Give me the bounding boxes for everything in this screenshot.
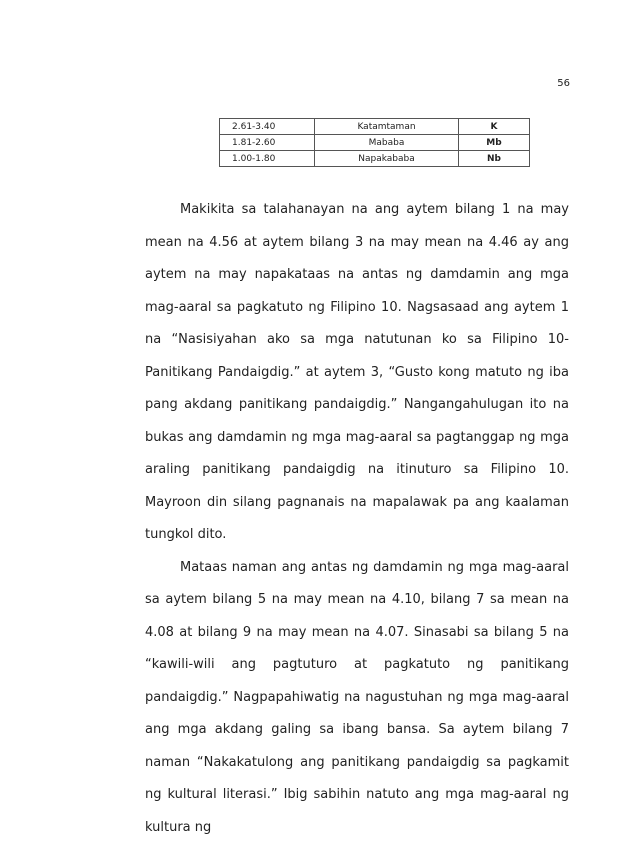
table-row xyxy=(220,119,530,135)
page-number: 56 xyxy=(540,78,570,89)
table-row xyxy=(220,151,530,167)
range-cell: 1.00-1.80 xyxy=(220,151,315,167)
range-cell: 2.61-3.40 xyxy=(220,119,315,135)
scale-table xyxy=(219,118,530,167)
description-cell: Mababa xyxy=(315,135,459,151)
code-cell: K xyxy=(459,119,530,135)
code-cell: Nb xyxy=(459,151,530,167)
description-cell: Napakababa xyxy=(315,151,459,167)
body-text xyxy=(145,194,569,844)
code-cell: Mb xyxy=(459,135,530,151)
range-cell: 1.81-2.60 xyxy=(220,135,315,151)
table-row xyxy=(220,135,530,151)
description-cell: Katamtaman xyxy=(315,119,459,135)
paragraph: Makikita sa talahanayan na ang aytem bilang 1 na may mean na 4.56 at aytem bilang 3 na may mean na 4.46 ay ang aytem na may napakataas na antas ng damdamin ang mga mag-aaral sa pagkatuto ng Filipino 10. Nagsasaad ang aytem 1 na “Nasisiyahan ako sa mga natutunan ko sa Filipino 10- Panitikang Pandaigdig.” at aytem 3, “Gusto kong matuto ng iba pang akdang panitikang pandaigdig.” Nangangahulugan ito na bukas ang damdamin ng mga mag-aaral sa pagtanggap ng mga araling panitikang pandaigdig na itinuturo sa Filipino 10. Mayroon din silang pagnanais na mapalawak pa ang kaalaman tungkol dito. xyxy=(145,194,569,552)
paragraph: Mataas naman ang antas ng damdamin ng mga mag-aaral sa aytem bilang 5 na may mean na 4.10, bilang 7 sa mean na 4.08 at bilang 9 na may mean na 4.07. Sinasabi sa bilang 5 na “kawili-wili ang pagtuturo at pagkatuto ng panitikang pandaigdig.” Nagpapahiwatig na nagustuhan ng mga mag-aaral ang mga akdang galing sa ibang bansa. Sa aytem bilang 7 naman “Nakakatulong ang panitikang pandaigdig sa pagkamit ng kultural literasi.” Ibig sabihin natuto ang mga mag-aaral ng kultura ng xyxy=(145,552,569,844)
